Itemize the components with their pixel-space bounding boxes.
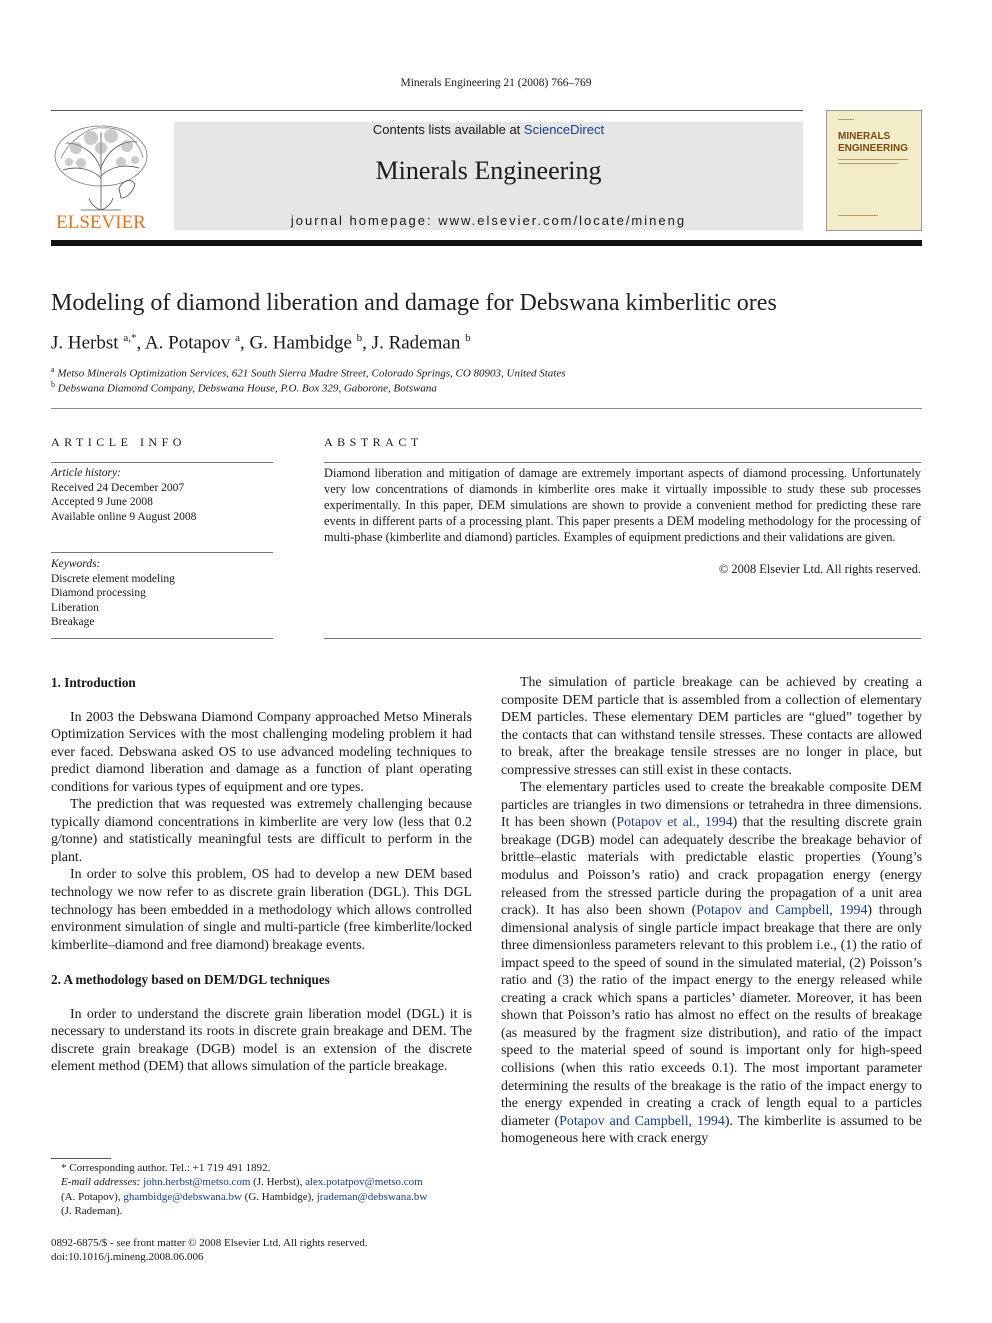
- keyword: Breakage: [51, 616, 95, 629]
- body-right-column: [501, 674, 922, 1148]
- author-sup[interactable]: a,*: [123, 332, 137, 344]
- keywords-rule: [51, 552, 273, 553]
- reference-link[interactable]: Potapov et al., 1994: [616, 815, 733, 831]
- paragraph: The elementary particles used to create the breakable composite DEM particles are triangles in two dimensions or tetrahedra in three dimensions. It has been shown (Potapov et al., 1994) that the resulting discrete grain breakage (DGB) model can adequately describe the breakage behavior of brittle–elastic materials with predictable elastic properties (Young’s modulus and Poisson’s ratio) and crack propagation energy (energy released from the stressed particle during the propagation of a unit area crack). It has also been shown (Potapov and Campbell, 1994) through dimensional analysis of single particle impact breakage that there are only three dimensionless parameters relevant to this problem i.e., (1) the ratio of impact speed to the speed of sound in the simulated material, (2) Poisson’s ratio and (3) the ratio of the impact energy to the energy released while creating a crack which spans a particles’ diameter. Moreover, it has been shown that Poisson’s ratio has almost no effect on the results of breakage (as measured by the fragment size distribution), and ratio of the impact speed to the material speed of sound is important only for high-speed collisions (when this ratio exceeds 0.1). The most important parameter determining the results of the breakage is the ratio of the impact energy to the energy expended in creating a crack of length equal to a particles diameter (Potapov and Campbell, 1994). The kimberlite is assumed to be homogeneous here with crack energy: [501, 780, 922, 1147]
- author: J. Rademan: [371, 332, 461, 354]
- abstract-copyright: © 2008 Elsevier Ltd. All rights reserved.: [718, 562, 921, 576]
- footnote-rule: [51, 1158, 111, 1159]
- title-divider: [51, 408, 922, 409]
- sciencedirect-link[interactable]: ScienceDirect: [523, 122, 605, 137]
- author: J. Herbst: [51, 332, 119, 354]
- journal-title: Minerals Engineering: [375, 156, 602, 185]
- doi-line[interactable]: doi:10.1016/j.mineng.2008.06.006: [51, 1251, 204, 1264]
- history-entry: Accepted 9 June 2008: [51, 496, 153, 509]
- author-sup[interactable]: b: [356, 332, 363, 344]
- cover-rule: [838, 163, 898, 164]
- article-title: Modeling of diamond liberation and damage for Debswana kimberlitic ores: [51, 290, 777, 316]
- cover-rule: [838, 159, 908, 160]
- abstract-text: Diamond liberation and mitigation of damage are extremely important aspects of diamond processing. Unfortunately very low concentrations of diamonds in kimberlite ores make it virtually impossible to study these sub processes experimentally. In this paper, DEM simulations are shown to provide a convenient method for predicting these rare events in different parts of a processing plant. This paper presents a DEM modeling methodology for the processing of multi-phase (kimberlite and diamond) particles. Examples of equipment predictions and their validations are given.: [324, 466, 921, 544]
- author: G. Hambidge: [249, 332, 352, 354]
- paragraph: In order to understand the discrete grain liberation model (DGL) it is necessary to understand its roots in discrete grain breakage and DEM. The discrete grain breakage (DGB) model is an extension of the discrete element method (DEM) that allows simulation of the particle breakage.: [51, 1006, 472, 1075]
- email-link[interactable]: alex.potatpov@metso.com: [305, 1176, 423, 1189]
- abstract-bottom-rule: [324, 638, 921, 639]
- journal-citation: Minerals Engineering 21 (2008) 766–769: [400, 77, 592, 89]
- cover-rule: [838, 119, 854, 120]
- section-heading: 1. Introduction: [51, 675, 136, 690]
- history-entry: Received 24 December 2007: [51, 481, 185, 494]
- header-rule: [51, 110, 803, 111]
- author-list: J. Herbst $^{a,*}$, A. Potapov $^a$, G. Hambidge $^b$, J. Rademan $^b$: [51, 332, 471, 354]
- corresponding-author-note: * Corresponding author. Tel.: +1 719 491 1892.: [61, 1162, 271, 1174]
- paragraph: The simulation of particle breakage can be achieved by creating a composite DEM particle that is assembled from a collection of elementary DEM particles. These elementary DEM particles are “glued” together by the contacts that can withstand tensile stresses. These contacts are allowed to break, after the breakage tensile stresses are no longer in place, but compressive stresses can still exist in these contacts.: [501, 675, 922, 778]
- reference-link[interactable]: Potapov and Campbell, 1994: [696, 903, 868, 919]
- body-left-column: [51, 674, 472, 1076]
- section-heading: 2. A methodology based on DEM/DGL techniques: [51, 972, 330, 988]
- abstract-heading: ABSTRACT: [324, 435, 423, 449]
- article-info-heading: ARTICLE INFO: [51, 435, 186, 449]
- paragraph: In 2003 the Debswana Diamond Company approached Metso Minerals Optimization Services with the most challenging modeling problem it had ever faced. Debswana asked OS to use advanced modeling techniques to predict diamond liberation and damage as a function of plant operating conditions for various types of equipment and ore types.: [51, 709, 472, 795]
- footnote: [51, 1161, 472, 1219]
- reference-link[interactable]: Potapov and Campbell, 1994: [559, 1113, 725, 1129]
- keyword: Diamond processing: [51, 587, 146, 600]
- header-thick-rule: [51, 240, 922, 246]
- cover-rule: [838, 215, 878, 216]
- paragraph: The prediction that was requested was extremely challenging because typically diamond concentrations in kimberlite are very low (less that 0.2 g/tonne) and statistically meaningful tests are difficult to perform in the plant.: [51, 797, 472, 865]
- history-entry: Available online 9 August 2008: [51, 510, 197, 523]
- issn-line: 0892-6875/$ - see front matter © 2008 Elsevier Ltd. All rights reserved.: [51, 1237, 368, 1249]
- email-addresses: E-mail addresses: john.herbst@metso.com (J. Herbst), alex.potatpov@metso.com (A. Potapov), ghambidge@debswana.bw (G. Hambidge), jrademan@debswana.bw (J. Rademan).: [61, 1176, 428, 1218]
- affiliation-b: $^b$ Debswana Diamond Company, Debswana House, P.O. Box 329, Gaborone, Botswana: [51, 380, 437, 395]
- article-history: Article history: Received 24 December 2007 Accepted 9 June 2008 Available online 9 August 2008: [51, 467, 197, 523]
- email-link[interactable]: jrademan@debswana.bw: [316, 1190, 428, 1203]
- email-link[interactable]: john.herbst@metso.com: [143, 1176, 251, 1189]
- cover-title: MINERALS ENGINEERING: [838, 131, 909, 154]
- email-link[interactable]: ghambidge@debswana.bw: [123, 1190, 242, 1203]
- front-matter: [51, 1236, 368, 1265]
- keyword: Liberation: [51, 601, 99, 614]
- author: A. Potapov: [144, 332, 231, 354]
- author-sup[interactable]: b: [465, 332, 471, 344]
- journal-cover-thumbnail: [826, 110, 922, 231]
- keywords: Keywords: Discrete element modeling Diamond processing Liberation Breakage: [51, 558, 175, 629]
- elsevier-wordmark: ELSEVIER: [56, 212, 146, 233]
- contents-line: Contents lists available at ScienceDirect: [372, 122, 605, 137]
- article-info-rule: [51, 462, 273, 463]
- affiliation-a: $^a$ Metso Minerals Optimization Services, 621 South Sierra Madre Street, Colorado Springs, CO 80903, United States: [51, 365, 566, 380]
- paragraph: In order to solve this problem, OS had to develop a new DEM based technology we now refer to as discrete grain liberation (DGL). This DGL technology has been embedded in a methodology which allows controlled environment simulation of single and multi-particle (free kimberlite/locked kimberlite–diamond and free diamond) breakage events.: [51, 867, 472, 953]
- journal-banner: [174, 122, 803, 230]
- author-sup[interactable]: a: [235, 332, 241, 344]
- journal-homepage[interactable]: journal homepage: www.elsevier.com/locate/mineng: [290, 213, 687, 228]
- abstract-rule: [324, 462, 921, 463]
- info-bottom-rule: [51, 638, 273, 639]
- keyword: Discrete element modeling: [51, 572, 175, 585]
